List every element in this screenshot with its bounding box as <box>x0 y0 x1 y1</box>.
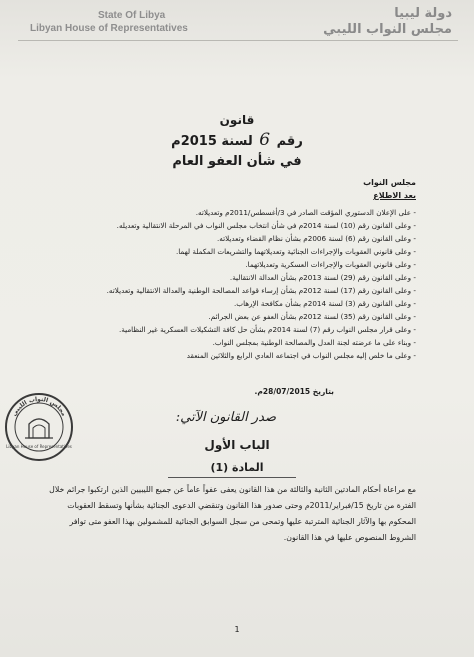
letterhead-arabic <box>282 6 452 38</box>
list-item: - وعلى القانون رقم (29) لسنة 2013م بشأن العدالة الانتقالية. <box>56 272 416 283</box>
page-number: 1 <box>234 625 240 634</box>
house-english: Libyan House of Representatives <box>30 23 188 34</box>
after-review-label: بعد الاطلاع <box>373 191 416 200</box>
law-subject: في شأن العفو العام <box>172 154 302 169</box>
considerations-list <box>56 207 416 363</box>
state-arabic: دولة ليبيا <box>394 6 452 21</box>
law-number-prefix: رقم <box>276 134 303 149</box>
issued-line: صدر القانون الآتي: <box>175 410 276 425</box>
letterhead-english <box>30 9 260 35</box>
list-item: - وعلى القانون رقم (35) لسنة 2012م بشأن العفو عن بعض الجرائم. <box>56 311 416 322</box>
council-label: مجلس النواب <box>363 178 416 187</box>
session-date: بتاريخ 28/07/2015م. <box>254 387 334 396</box>
list-item: - وعلى القانون رقم (6) لسنة 2006م بشأن نظام القضاء وتعديلاته. <box>56 233 416 244</box>
list-item: - وعلى قرار مجلس النواب رقم (7) لسنة 2014م بشأن حل كافة التشكيلات العسكرية غير النظامية. <box>56 324 416 335</box>
list-item: - وعلى قانوني العقوبات والإجراءات العسكرية وتعديلاتهما. <box>56 259 416 270</box>
law-number-line <box>0 130 474 150</box>
law-number-year: لسنة 2015م <box>171 134 253 149</box>
article-underline <box>168 477 296 478</box>
house-arabic: مجلس النواب الليبي <box>323 22 452 37</box>
list-item: - وعلى القانون رقم (10) لسنة 2014م في شأن انتخاب مجلس النواب في المرحلة الانتقالية وتعديله. <box>56 220 416 231</box>
chapter-heading: الباب الأول <box>204 438 270 452</box>
list-item: - وعلى القانون رقم (3) لسنة 2014م بشأن مكافحة الإرهاب. <box>56 298 416 309</box>
law-heading: قانون <box>219 113 255 127</box>
letterhead-divider <box>18 40 458 41</box>
seal-english-text: Libyan House of Representatives <box>6 444 72 449</box>
list-item: - وعلى القانون رقم (17) لسنة 2012م بشأن إرساء قواعد المصالحة الوطنية والعدالة الانتقالية وتعديلاته. <box>56 285 416 296</box>
article-heading: المادة (1) <box>210 461 264 474</box>
list-item: - وبناء على ما عرضته لجنة العدل والمصالحة الوطنية بمجلس النواب. <box>56 337 416 348</box>
state-english: State Of Libya <box>98 10 166 21</box>
law-number-handwritten: 6 <box>259 130 271 150</box>
list-item: - على الإعلان الدستوري المؤقت الصادر في 3/أغسطس/2011م وتعديلاته. <box>56 207 416 218</box>
list-item: - وعلى قانوني العقوبات والإجراءات الجنائية وتعديلاتهما والتشريعات المكملة لهما. <box>56 246 416 257</box>
seal-arabic-text: مجلس النواب الليبي <box>10 395 68 418</box>
list-item: - وعلى ما خلص إليه مجلس النواب في اجتماعه العادي الرابع والثلاثين المنعقد <box>56 350 416 361</box>
official-seal <box>3 390 75 464</box>
article-text: مع مراعاة أحكام المادتين الثانية والثالثة من هذا القانون يعفى عفواً عاماً عن جميع الليبيين الذين ارتكبوا جرائم خلال الفترة من تاريخ 15/فبراير/2011م وحتى صدور هذا القانون وتنقضي الدعوى الجنائية بشأنها وتسقط العقوبات المحكوم بها والآثار الجنائية المترتبة عليها وتمحى من سجل السوابق الجنائية للمشمولين بهذا العفو متى توافر الشروط المنصوص عليها في هذا القانون. <box>49 485 416 542</box>
